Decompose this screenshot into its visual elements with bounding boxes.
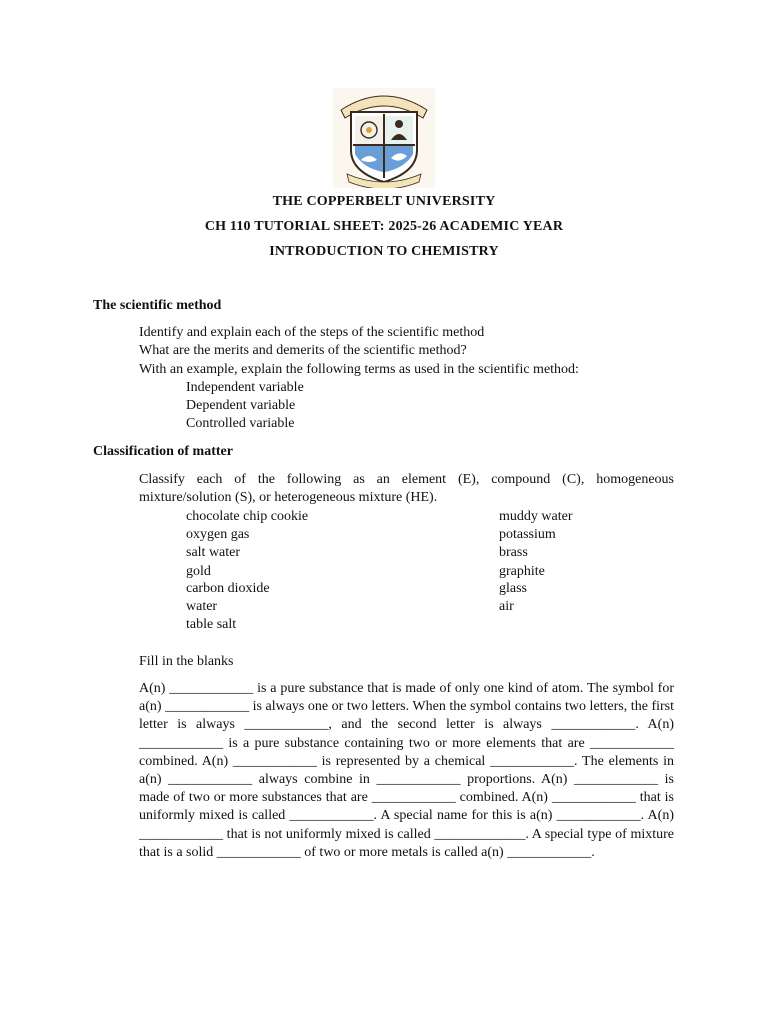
list-item-left: salt water [186, 545, 241, 560]
term-dependent-variable: Dependent variable [186, 398, 296, 413]
university-crest-logo [333, 88, 435, 188]
university-title: THE COPPERBELT UNIVERSITY [272, 194, 496, 209]
list-item-right: muddy water [499, 509, 573, 524]
question-3: With an example, explain the following terms as used in the scientific method: [139, 362, 579, 377]
list-item-left: water [186, 599, 218, 614]
list-item-left: oxygen gas [186, 527, 250, 542]
term-controlled-variable: Controlled variable [186, 416, 295, 431]
classification-instruction-line2: mixture/solution (S), or heterogeneous mixture (HE). [139, 490, 438, 505]
list-item-left: carbon dioxide [186, 581, 270, 596]
list-item-right: potassium [499, 527, 556, 542]
term-independent-variable: Independent variable [186, 380, 304, 395]
question-2: What are the merits and demerits of the scientific method? [139, 343, 467, 358]
list-item-right: air [499, 599, 514, 614]
topic-title: INTRODUCTION TO CHEMISTRY [269, 244, 499, 259]
list-item-right: glass [499, 581, 527, 596]
classification-instruction-line1: Classify each of the following as an element (E), compound (C), homogeneous [139, 472, 674, 487]
section-heading-classification: Classification of matter [93, 444, 233, 459]
tutorial-sheet-title: CH 110 TUTORIAL SHEET: 2025-26 ACADEMIC YEAR [204, 219, 564, 234]
list-item-right: brass [499, 545, 528, 560]
list-item-right: graphite [499, 564, 545, 579]
section-heading-scientific-method: The scientific method [93, 298, 222, 313]
list-item-left: gold [186, 564, 211, 579]
list-item-left: table salt [186, 617, 237, 632]
question-1: Identify and explain each of the steps of the scientific method [139, 325, 485, 340]
fill-blanks-heading: Fill in the blanks [139, 654, 234, 669]
list-item-left: chocolate chip cookie [186, 509, 309, 524]
fill-blanks-paragraph: A(n) ____________ is a pure substance that is made of only one kind of atom. The symbol for a(n) ____________ is always one or two letters. When the symbol contains two letters, the first letter is always ____________, and the second letter is always ____________. A(n) ____________ is a pure substance containing two or more elements that are ____________ combined. A(n) ____________ is represented by a chemical ____________. The elements in a(n) ____________ always combine in ____________ proportions. A(n) ____________ is made of two or more substances that are ____________ combined. A(n) ____________ that is uniformly mixed is called ____________. A special name for this is a(n) ____________. A(n) ____________ that is not uniformly mixed is called _____________. A special type of mixture that is a solid ____________ of two or more metals is called a(n) ____________. [139, 681, 674, 860]
